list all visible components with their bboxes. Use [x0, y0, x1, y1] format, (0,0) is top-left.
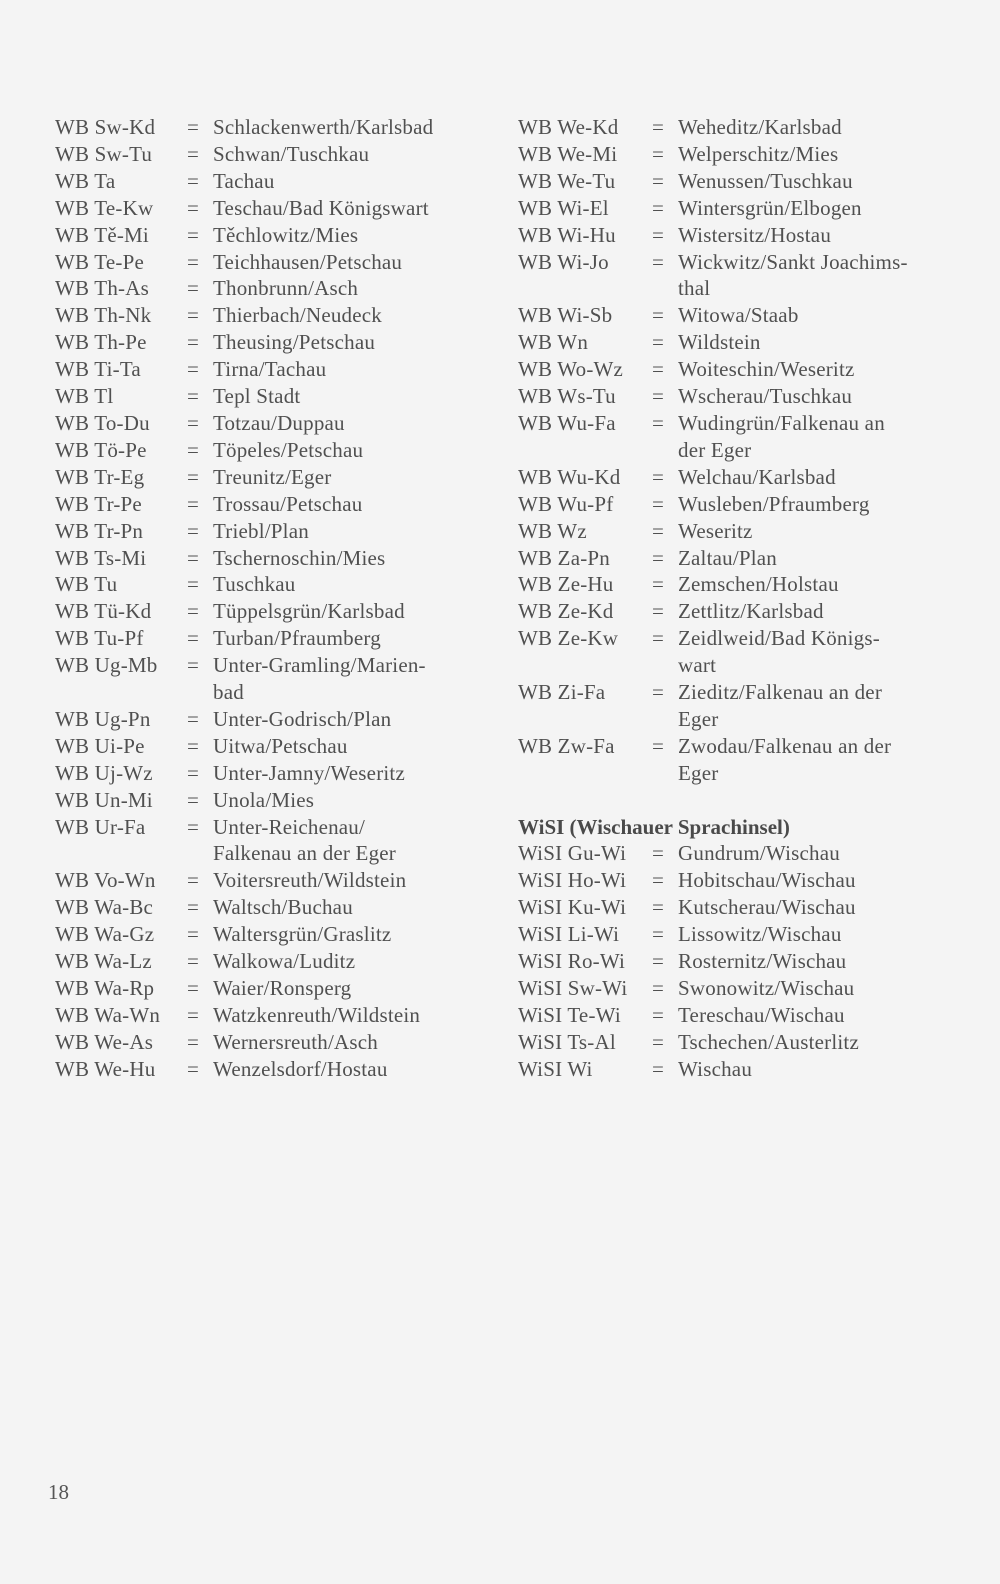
place-name: Těchlowitz/Mies: [213, 222, 359, 247]
equals-sign: =: [187, 1002, 200, 1027]
abbreviation-code: WB Tu: [55, 572, 118, 597]
equals-sign: =: [652, 168, 665, 193]
abbreviation-code: WB Wi-El: [518, 195, 609, 220]
abbreviation-entry: [55, 733, 495, 760]
place-name: Wenussen/Tuschkau: [678, 168, 853, 193]
abbreviation-entry: [55, 168, 495, 195]
equals-sign: =: [187, 141, 200, 166]
place-name: Tereschau/Wischau: [678, 1002, 845, 1027]
abbreviation-code: WB Zi-Fa: [518, 680, 606, 705]
abbreviation-entry: [518, 329, 958, 356]
abbreviation-entry: [518, 195, 958, 222]
equals-sign: =: [187, 976, 200, 1000]
equals-sign: =: [652, 491, 665, 516]
place-name: Tschernoschin/Mies: [213, 545, 386, 570]
equals-sign: =: [187, 384, 200, 409]
abbreviation-code: WB Wa-Gz: [55, 922, 155, 947]
place-name: Teichhausen/Petschau: [213, 249, 403, 274]
abbreviation-entry: [518, 114, 958, 141]
abbreviation-code: WB We-As: [55, 1029, 154, 1054]
equals-sign: =: [187, 895, 200, 920]
place-name: Unter-Gramling/Marien- bad: [213, 653, 426, 705]
abbreviation-entry: [518, 518, 958, 545]
equals-sign: =: [187, 464, 200, 489]
wisi-entry-list: [518, 840, 958, 1082]
equals-sign: =: [187, 1029, 200, 1054]
abbreviation-entry: [518, 733, 958, 787]
abbreviation-code: WB Wa-Wn: [55, 1002, 161, 1027]
abbreviation-code: WB We-Tu: [518, 168, 616, 193]
abbreviation-entry: [55, 302, 495, 329]
equals-sign: =: [187, 357, 200, 382]
abbreviation-entry: [55, 275, 495, 302]
abbreviation-code: WB We-Hu: [55, 1056, 156, 1081]
abbreviation-entry: [518, 948, 958, 975]
equals-sign: =: [187, 195, 200, 220]
equals-sign: =: [187, 276, 200, 301]
place-name: Schwan/Tuschkau: [213, 141, 370, 166]
equals-sign: =: [652, 518, 665, 543]
abbreviation-code: WB Sw-Kd: [55, 115, 156, 139]
abbreviation-entry: [55, 652, 495, 706]
equals-sign: =: [652, 572, 665, 597]
place-name: Wintersgrün/Elbogen: [678, 195, 862, 220]
equals-sign: =: [652, 599, 665, 624]
equals-sign: =: [652, 1029, 665, 1054]
equals-sign: =: [652, 384, 665, 409]
place-name: Hobitschau/Wischau: [678, 868, 856, 893]
place-name: Unola/Mies: [213, 787, 315, 812]
place-name: Witowa/Staab: [678, 303, 799, 328]
place-name: Wusleben/Pfraumberg: [678, 491, 870, 516]
equals-sign: =: [652, 626, 665, 651]
equals-sign: =: [187, 572, 200, 597]
place-name: Tirna/Tachau: [213, 357, 327, 382]
abbreviation-code: WB Te-Kw: [55, 195, 154, 220]
place-name: Zeidlweid/Bad Königs- wart: [678, 626, 880, 678]
abbreviation-code: WB Tö-Pe: [55, 437, 147, 462]
place-name: Zieditz/Falkenau an der Eger: [678, 680, 883, 731]
abbreviation-code: WB Tl: [55, 384, 114, 409]
abbreviation-entry: [55, 329, 495, 356]
abbreviation-code: WB Wz: [518, 518, 587, 543]
abbreviation-code: WiSI Ho-Wi: [518, 868, 627, 893]
place-name: Weseritz: [678, 518, 753, 543]
equals-sign: =: [187, 733, 200, 758]
place-name: Turban/Pfraumberg: [213, 626, 381, 651]
right-column: [518, 114, 958, 1083]
equals-sign: =: [187, 437, 200, 462]
abbreviation-code: WB We-Mi: [518, 141, 618, 166]
abbreviation-code: WB Ts-Mi: [55, 545, 147, 570]
abbreviation-entry: [55, 141, 495, 168]
abbreviation-code: WiSI Sw-Wi: [518, 975, 628, 1000]
abbreviation-entry: [518, 921, 958, 948]
abbreviation-code: WB Wu-Pf: [518, 491, 614, 516]
equals-sign: =: [187, 814, 200, 839]
abbreviation-code: WB Wa-Rp: [55, 976, 155, 1000]
abbreviation-code: WB Uj-Wz: [55, 760, 153, 785]
abbreviation-entry: [55, 222, 495, 249]
place-name: Zettlitz/Karlsbad: [678, 599, 824, 624]
place-name: Töpeles/Petschau: [213, 437, 364, 462]
place-name: Gundrum/Wischau: [678, 841, 840, 866]
place-name: Tepl Stadt: [213, 384, 301, 409]
place-name: Weheditz/Karlsbad: [678, 115, 842, 139]
place-name: Watzkenreuth/Wildstein: [213, 1002, 421, 1027]
equals-sign: =: [187, 760, 200, 785]
place-name: Walkowa/Luditz: [213, 949, 356, 974]
abbreviation-entry: [55, 114, 495, 141]
abbreviation-entry: [55, 760, 495, 787]
abbreviation-code: WB Tu-Pf: [55, 626, 144, 651]
abbreviation-entry: [55, 975, 495, 1002]
abbreviation-code: WiSI Li-Wi: [518, 922, 620, 947]
abbreviation-entry: [518, 894, 958, 921]
abbreviation-entry: [55, 1029, 495, 1056]
abbreviation-code: WB Wa-Bc: [55, 895, 154, 920]
place-name: Wscherau/Tuschkau: [678, 384, 853, 409]
abbreviation-entry: [55, 921, 495, 948]
place-name: Thonbrunn/Asch: [213, 276, 359, 301]
abbreviation-code: WB Ur-Fa: [55, 814, 146, 839]
abbreviation-entry: [518, 168, 958, 195]
place-name: Wenzelsdorf/Hostau: [213, 1056, 388, 1081]
equals-sign: =: [187, 249, 200, 274]
abbreviation-entry: [518, 867, 958, 894]
place-name: Waltersgrün/Graslitz: [213, 922, 392, 947]
abbreviation-entry: [518, 1002, 958, 1029]
abbreviation-entry: [55, 437, 495, 464]
abbreviation-entry: [55, 1056, 495, 1083]
abbreviation-entry: [55, 518, 495, 545]
abbreviation-code: WB Ws-Tu: [518, 384, 616, 409]
abbreviation-entry: [55, 491, 495, 518]
place-name: Wildstein: [678, 330, 761, 355]
equals-sign: =: [652, 949, 665, 974]
abbreviation-entry: [518, 141, 958, 168]
equals-sign: =: [187, 787, 200, 812]
abbreviation-entry: [518, 383, 958, 410]
abbreviation-code: WB Vo-Wn: [55, 868, 156, 893]
place-name: Uitwa/Petschau: [213, 733, 348, 758]
place-name: Voitersreuth/Wildstein: [213, 868, 407, 893]
equals-sign: =: [187, 115, 200, 139]
place-name: Wudingrün/Falkenau an der Eger: [678, 410, 885, 462]
equals-sign: =: [652, 922, 665, 947]
abbreviation-entry: [518, 249, 958, 303]
abbreviation-code: WB Ze-Hu: [518, 572, 614, 597]
place-name: Triebl/Plan: [213, 518, 309, 543]
equals-sign: =: [187, 922, 200, 947]
equals-sign: =: [187, 949, 200, 974]
equals-sign: =: [187, 626, 200, 651]
place-name: Tschechen/Austerlitz: [678, 1029, 859, 1054]
abbreviation-code: WB Wa-Lz: [55, 949, 152, 974]
abbreviation-code: WiSI Ku-Wi: [518, 895, 627, 920]
abbreviation-entry: [55, 625, 495, 652]
equals-sign: =: [652, 249, 665, 274]
abbreviation-code: WB Ze-Kw: [518, 626, 619, 651]
abbreviation-code: WB Za-Pn: [518, 545, 610, 570]
abbreviation-entry: [518, 1029, 958, 1056]
equals-sign: =: [652, 303, 665, 328]
equals-sign: =: [652, 357, 665, 382]
abbreviation-entry: [55, 894, 495, 921]
abbreviation-entry: [518, 679, 958, 733]
equals-sign: =: [652, 733, 665, 758]
abbreviation-entry: [55, 356, 495, 383]
abbreviation-entry: [518, 356, 958, 383]
section-heading-wisi: WiSI (Wischauer Sprachinsel): [518, 814, 790, 839]
abbreviation-code: WiSI Gu-Wi: [518, 841, 627, 866]
abbreviation-code: WB Ug-Pn: [55, 706, 151, 731]
abbreviation-code: WB Te-Pe: [55, 249, 144, 274]
abbreviation-entry: [518, 491, 958, 518]
place-name: Schlackenwerth/Karlsbad: [213, 115, 434, 139]
place-name: Unter-Reichenau/ Falkenau an der Eger: [213, 814, 397, 866]
place-name: Waier/Ronsperg: [213, 976, 352, 1000]
abbreviation-code: WiSI Ro-Wi: [518, 949, 626, 974]
equals-sign: =: [187, 168, 200, 193]
abbreviation-entry: [55, 598, 495, 625]
abbreviation-code: WB Wi-Jo: [518, 249, 609, 274]
abbreviation-code: WB Ti-Ta: [55, 357, 141, 382]
abbreviation-entry: [55, 383, 495, 410]
abbreviation-entry: [55, 571, 495, 598]
abbreviation-entry: [55, 948, 495, 975]
place-name: Zwodau/Falkenau an der Eger: [678, 733, 892, 785]
abbreviation-code: WB Wu-Kd: [518, 464, 621, 489]
equals-sign: =: [187, 303, 200, 328]
place-name: Thierbach/Neudeck: [213, 303, 382, 328]
abbreviation-entry: [55, 1002, 495, 1029]
abbreviation-entry: [55, 787, 495, 814]
place-name: Wischau: [678, 1056, 753, 1081]
equals-sign: =: [652, 868, 665, 893]
abbreviation-entry: [518, 840, 958, 867]
abbreviation-code: WB Tü-Kd: [55, 599, 152, 624]
place-name: Woiteschin/Weseritz: [678, 357, 855, 382]
place-name: Totzau/Duppau: [213, 410, 345, 435]
abbreviation-code: WB To-Du: [55, 410, 150, 435]
abbreviation-entry: [55, 410, 495, 437]
place-name: Treunitz/Eger: [213, 464, 332, 489]
place-name: Trossau/Petschau: [213, 491, 363, 516]
abbreviation-entry: [55, 464, 495, 491]
equals-sign: =: [652, 222, 665, 247]
equals-sign: =: [652, 115, 665, 139]
abbreviation-code: WB Th-As: [55, 276, 149, 301]
equals-sign: =: [187, 868, 200, 893]
equals-sign: =: [652, 330, 665, 355]
abbreviation-entry: [55, 867, 495, 894]
place-name: Wickwitz/Sankt Joachims- thal: [678, 249, 908, 301]
place-name: Tachau: [213, 168, 275, 193]
equals-sign: =: [652, 195, 665, 220]
equals-sign: =: [187, 653, 200, 678]
abbreviation-entry: [55, 814, 495, 868]
equals-sign: =: [652, 841, 665, 866]
place-name: Tuschkau: [213, 572, 296, 597]
place-name: Tüppelsgrün/Karlsbad: [213, 599, 405, 624]
abbreviation-entry: [518, 625, 958, 679]
abbreviation-entry: [518, 222, 958, 249]
equals-sign: =: [187, 599, 200, 624]
abbreviation-entry: [518, 1056, 958, 1083]
abbreviation-code: WB Ze-Kd: [518, 599, 614, 624]
abbreviation-code: WB We-Kd: [518, 115, 619, 139]
abbreviation-code: WB Tr-Pe: [55, 491, 142, 516]
abbreviation-entry: [55, 706, 495, 733]
equals-sign: =: [652, 975, 665, 1000]
abbreviation-code: WB Wi-Sb: [518, 303, 613, 328]
abbreviation-code: WiSI Te-Wi: [518, 1002, 621, 1027]
place-name: Zemschen/Holstau: [678, 572, 839, 597]
abbreviation-entry: [518, 571, 958, 598]
equals-sign: =: [652, 1002, 665, 1027]
abbreviation-entry: [518, 464, 958, 491]
place-name: Unter-Godrisch/Plan: [213, 706, 392, 731]
abbreviation-code: WB Un-Mi: [55, 787, 153, 812]
place-name: Theusing/Petschau: [213, 330, 376, 355]
place-name: Welperschitz/Mies: [678, 141, 839, 166]
equals-sign: =: [187, 545, 200, 570]
place-name: Waltsch/Buchau: [213, 895, 353, 920]
abbreviation-code: WiSI Ts-Al: [518, 1029, 616, 1054]
place-name: Wistersitz/Hostau: [678, 222, 832, 247]
abbreviation-entry: [55, 249, 495, 276]
equals-sign: =: [652, 545, 665, 570]
abbreviation-code: WB Ta: [55, 168, 116, 193]
right-entry-list: [518, 114, 958, 787]
equals-sign: =: [187, 518, 200, 543]
abbreviation-entry: [518, 975, 958, 1002]
abbreviation-entry: [518, 545, 958, 572]
place-name: Wernersreuth/Asch: [213, 1029, 378, 1054]
abbreviation-code: WB Tr-Pn: [55, 518, 144, 543]
equals-sign: =: [652, 410, 665, 435]
equals-sign: =: [187, 222, 200, 247]
abbreviation-entry: [55, 195, 495, 222]
equals-sign: =: [187, 706, 200, 731]
place-name: Teschau/Bad Königswart: [213, 195, 429, 220]
place-name: Welchau/Karlsbad: [678, 464, 836, 489]
abbreviation-code: WB Wn: [518, 330, 589, 355]
abbreviation-code: WB Ui-Pe: [55, 733, 145, 758]
page-number: 18: [48, 1480, 69, 1504]
abbreviation-code: WB Tr-Eg: [55, 464, 145, 489]
abbreviation-code: WB Tě-Mi: [55, 222, 149, 247]
place-name: Lissowitz/Wischau: [678, 922, 842, 947]
abbreviation-code: WiSI Wi: [518, 1056, 593, 1081]
place-name: Unter-Jamny/Weseritz: [213, 760, 405, 785]
place-name: Zaltau/Plan: [678, 545, 778, 570]
abbreviation-code: WB Th-Nk: [55, 303, 152, 328]
equals-sign: =: [187, 410, 200, 435]
equals-sign: =: [652, 895, 665, 920]
left-column: [55, 114, 495, 1083]
abbreviation-code: WB Sw-Tu: [55, 141, 153, 166]
abbreviation-entry: [55, 545, 495, 572]
equals-sign: =: [652, 680, 665, 705]
abbreviation-entry: [518, 598, 958, 625]
abbreviation-code: WB Wo-Wz: [518, 357, 624, 382]
abbreviation-entry: [518, 302, 958, 329]
place-name: Kutscherau/Wischau: [678, 895, 856, 920]
abbreviation-code: WB Wi-Hu: [518, 222, 616, 247]
place-name: Swonowitz/Wischau: [678, 975, 855, 1000]
abbreviation-entry: [518, 410, 958, 464]
abbreviation-code: WB Wu-Fa: [518, 410, 616, 435]
equals-sign: =: [187, 491, 200, 516]
equals-sign: =: [187, 330, 200, 355]
abbreviation-code: WB Th-Pe: [55, 330, 147, 355]
equals-sign: =: [187, 1056, 200, 1081]
abbreviation-code: WB Ug-Mb: [55, 653, 158, 678]
abbreviation-code: WB Zw-Fa: [518, 733, 615, 758]
equals-sign: =: [652, 141, 665, 166]
place-name: Rosternitz/Wischau: [678, 949, 847, 974]
equals-sign: =: [652, 464, 665, 489]
equals-sign: =: [652, 1056, 665, 1081]
